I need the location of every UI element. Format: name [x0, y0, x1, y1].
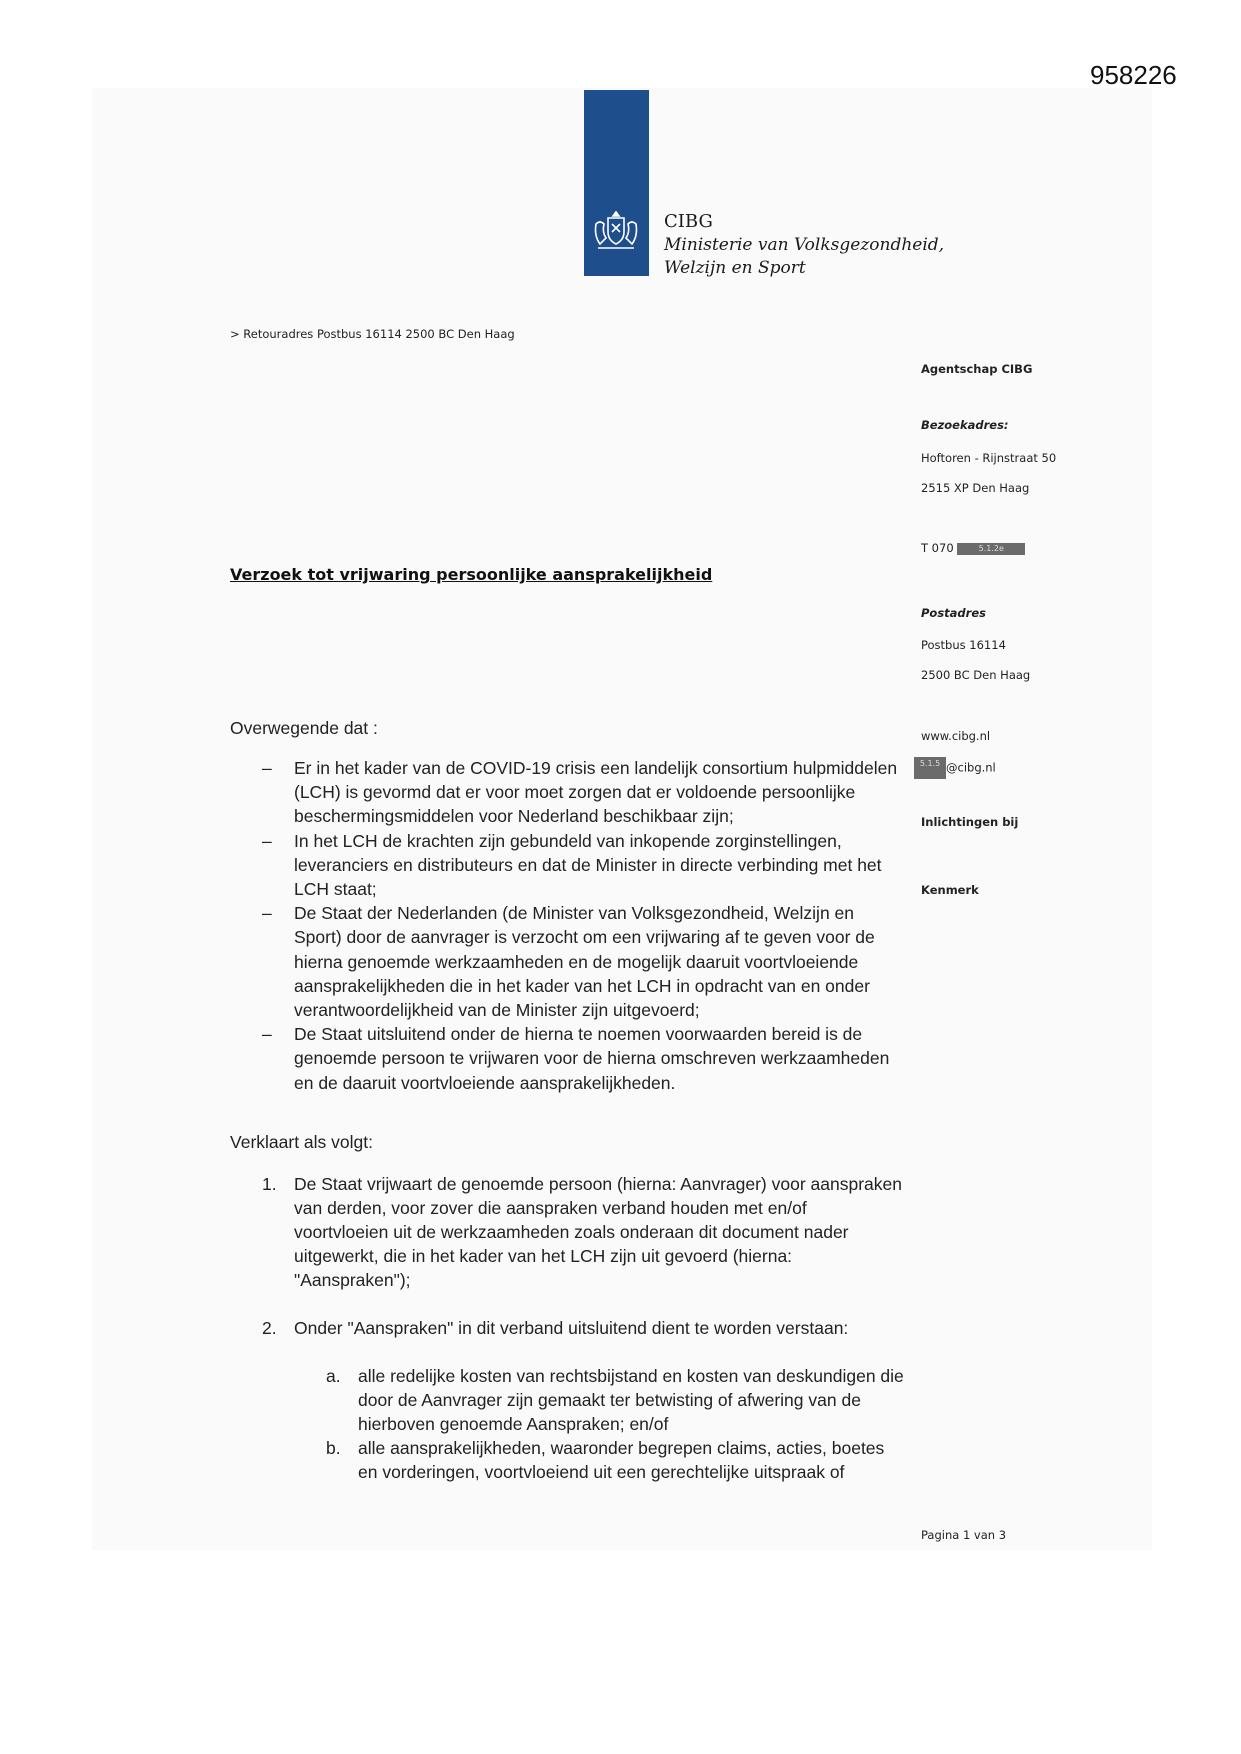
list-item-text: De Staat der Nederlanden (de Minister van Volksgezondheid, Welzijn en Sport) door de aanvrager is verzocht om een vrijwaring af te geven voor de hierna genoemde werkzaamheden en de mogelijk daaruit voortvloeiende aansprakelijkheden die in het kader van het LCH in opdracht van en onder verantwoordelijkheid van de Minister zijn uitgevoerd;: [294, 903, 875, 1021]
sidebar-visit-label: Bezoekadres:: [921, 418, 1009, 432]
subject-title: Verzoek tot vrijwaring persoonlijke aansprakelijkheid: [230, 565, 713, 584]
considering-heading: Overwegende dat :: [230, 718, 378, 738]
list-item-text: In het LCH de krachten zijn gebundeld van inkopende zorginstellingen, leveranciers en distributeurs en dat de Minister in directe verbinding met het LCH staat;: [294, 830, 882, 900]
list-item-text: alle redelijke kosten van rechtsbijstand en kosten van deskundigen die door de Aanvrager zijn gemaakt ter betwisting of afwering van de hierboven genoemde Aanspraken; en/of: [358, 1366, 904, 1434]
return-address: > Retouradres Postbus 16114 2500 BC Den Haag: [230, 327, 515, 341]
bullet-mark: –: [262, 758, 272, 778]
sidebar-postal-line2: 2500 BC Den Haag: [921, 668, 1031, 682]
list-number: 1.: [262, 1174, 277, 1194]
logo-ministry-line2: Welzijn en Sport: [664, 258, 806, 278]
list-item: [262, 901, 902, 1022]
list-item-text: De Staat uitsluitend onder de hierna te noemen voorwaarden bereid is de genoemde persoon te vrijwaren voor de hierna omschreven werkzaamheden en de daaruit voortvloeiende aansprakelijkheden.: [294, 1024, 890, 1093]
list-item: [262, 1022, 902, 1095]
list-item-text: alle aansprakelijkheden, waaronder begrepen claims, acties, boetes en vorderingen, voortvloeiend uit een gerechtelijke uitspraak of: [358, 1438, 885, 1482]
sidebar-visit-line1: Hoftoren - Rijnstraat 50: [921, 451, 1057, 465]
bullet-mark: –: [262, 903, 272, 924]
declaration-sublist: [326, 1364, 906, 1484]
list-number: 2.: [262, 1318, 277, 1338]
sidebar-reference-label: Kenmerk: [921, 883, 979, 897]
list-letter: a.: [326, 1366, 341, 1386]
phone-redaction: 5.1.2e: [957, 543, 1025, 555]
list-item-text: De Staat vrijwaart de genoemde persoon (hierna: Aanvrager) voor aanspraken van derden, voor zover die aanspraken verband houden met en/of voortvloeien uit de werkzaamheden zoals onderaan dit document nader uitgewerkt, die in het kader van het LCH zijn uit gevoerd (hierna: "Aanspraken");: [294, 1174, 902, 1290]
sidebar-email: [914, 757, 996, 779]
list-item: [262, 756, 902, 829]
list-item: [326, 1436, 906, 1484]
considering-list: [262, 756, 902, 1095]
list-item: [262, 1172, 902, 1292]
sidebar-phone: [921, 541, 1025, 555]
logo-bar: [584, 90, 649, 276]
list-item: [262, 1316, 902, 1340]
document-number: 958226: [1090, 60, 1177, 90]
email-redaction: 5.1.5: [914, 757, 946, 779]
bullet-mark: –: [262, 1024, 272, 1045]
sidebar-agency: Agentschap CIBG: [921, 362, 1033, 376]
sidebar-postal-line1: Postbus 16114: [921, 638, 1006, 652]
sidebar-email-suffix: @cibg.nl: [946, 760, 996, 775]
sidebar-website: www.cibg.nl: [921, 729, 991, 743]
declaration-list: [262, 1172, 902, 1340]
sidebar-visit-line2: 2515 XP Den Haag: [921, 481, 1030, 495]
sidebar-postal-label: Postadres: [921, 606, 986, 620]
declaration-heading: Verklaart als volgt:: [230, 1132, 373, 1152]
list-item: [326, 1364, 906, 1436]
bullet-mark: –: [262, 830, 272, 851]
sidebar-phone-prefix: T 070: [921, 541, 954, 555]
sidebar-info-label: Inlichtingen bij: [921, 815, 1019, 829]
page-number: Pagina 1 van 3: [921, 1528, 1007, 1542]
logo-ministry-line1: Ministerie van Volksgezondheid,: [664, 235, 945, 255]
coat-of-arms-icon: [590, 208, 642, 254]
logo-org: CIBG: [664, 211, 713, 232]
ministry-logo-text: [664, 210, 944, 280]
list-letter: b.: [326, 1438, 341, 1458]
list-item: [262, 829, 902, 902]
list-item-text: Er in het kader van de COVID-19 crisis een landelijk consortium hulpmiddelen (LCH) is gevormd dat er voor moet zorgen dat er voldoende persoonlijke beschermingsmiddelen voor Nederland beschikbaar zijn;: [294, 758, 898, 827]
list-item-text: Onder "Aanspraken" in dit verband uitsluitend dient te worden verstaan:: [294, 1318, 849, 1338]
